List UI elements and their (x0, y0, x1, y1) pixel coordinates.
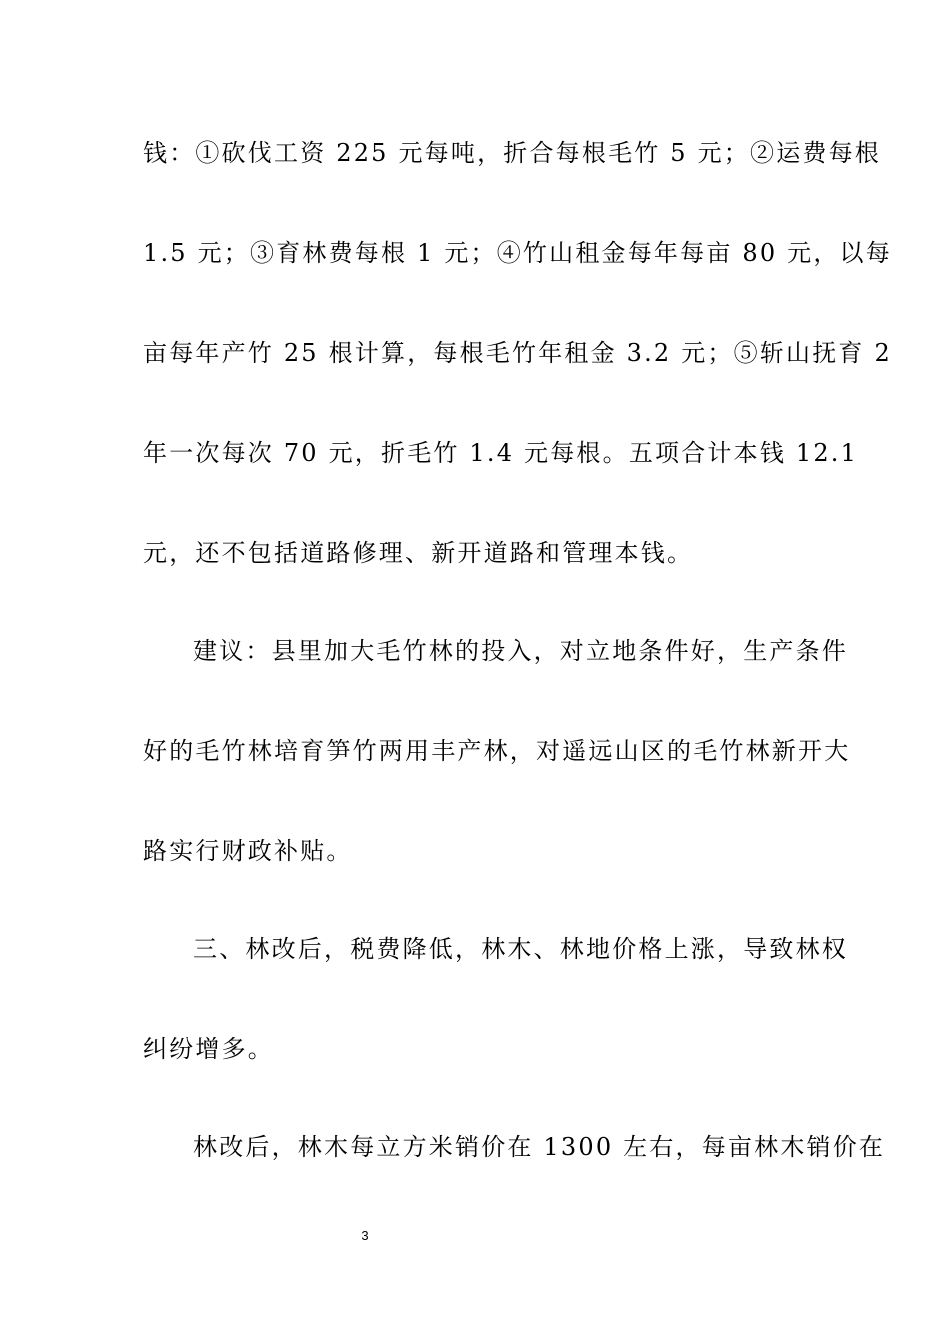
section-heading-line-1: 三、林改后，税费降低，林木、林地价格上涨，导致林权 (193, 935, 848, 963)
section-heading-line-2: 纠纷增多。 (143, 1035, 274, 1063)
text-line-6: 建议：县里加大毛竹林的投入，对立地条件好，生产条件 (193, 637, 848, 665)
text-line-8: 路实行财政补贴。 (143, 837, 353, 865)
text-line-1: 钱：①砍伐工资 225 元每吨，折合每根毛竹 5 元；②运费每根 (143, 139, 881, 167)
page-number: 3 (361, 1228, 369, 1243)
text-line-5: 元，还不包括道路修理、新开道路和管理本钱。 (143, 539, 694, 567)
text-line-3: 亩每年产竹 25 根计算，每根毛竹年租金 3.2 元；⑤斩山抚育 2 (143, 339, 892, 367)
text-line-4: 年一次每次 70 元，折毛竹 1.4 元每根。五项合计本钱 12.1 (143, 439, 859, 467)
text-line-2: 1.5 元；③育林费每根 1 元；④竹山租金每年每亩 80 元，以每 (143, 239, 892, 267)
text-line-7: 好的毛竹林培育笋竹两用丰产林，对遥远山区的毛竹林新开大 (143, 737, 851, 765)
text-line-11: 林改后，林木每立方米销价在 1300 左右，每亩林木销价在 (193, 1133, 886, 1161)
